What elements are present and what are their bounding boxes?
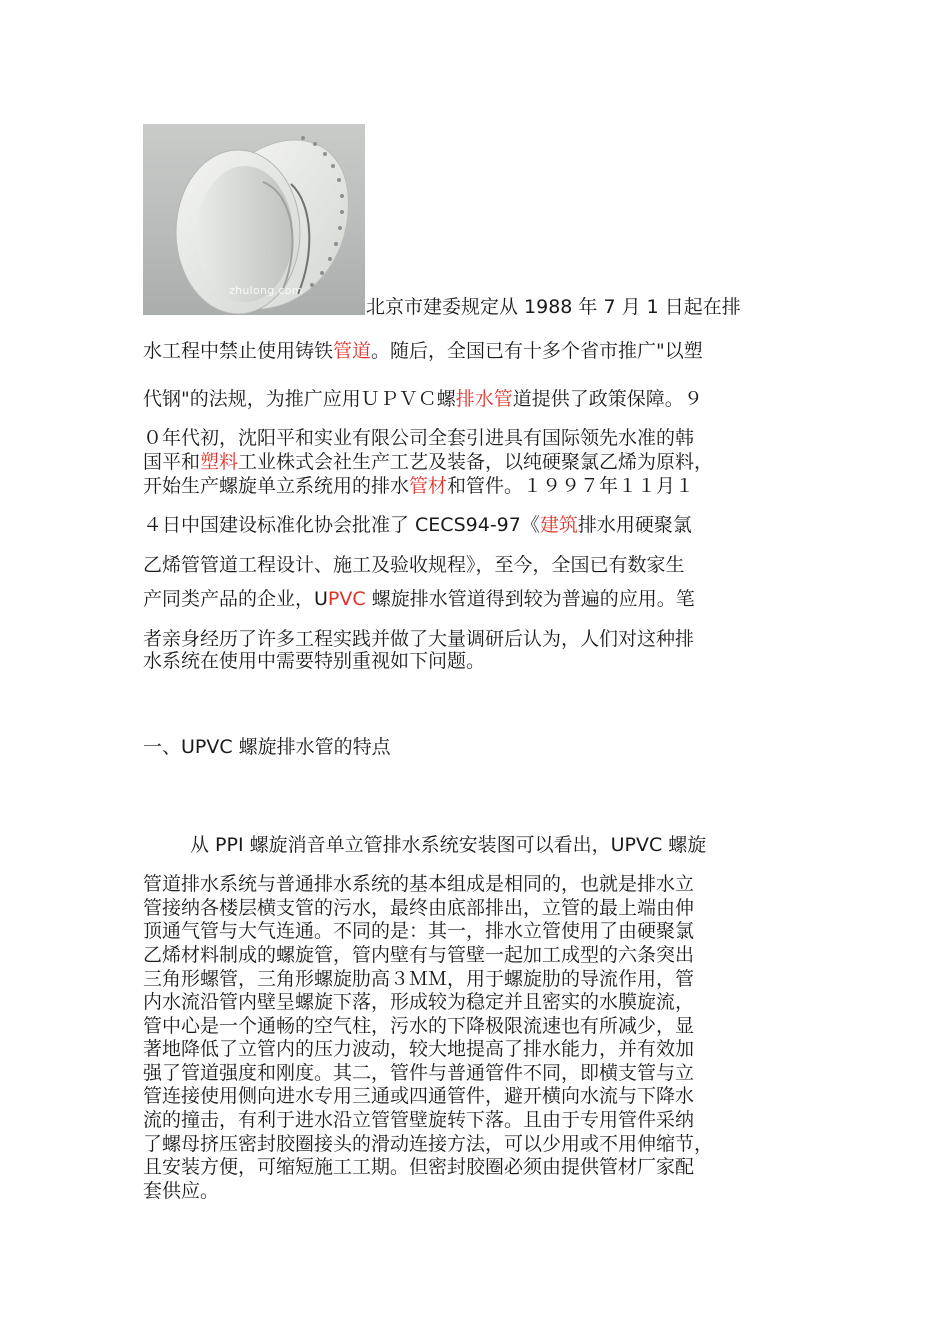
link-guandao[interactable]: 管道 — [333, 340, 372, 362]
section-heading: 一、UPVC 螺旋排水管的特点 — [143, 736, 391, 758]
para1-line-3: 代钢"的法规，为推广应用ＵＰＶＣ螺排水管道提供了政策保障。９ — [143, 388, 703, 410]
para1-line-7: ４日中国建设标准化协会批准了 CECS94-97《建筑排水用硬聚氯 — [143, 514, 692, 536]
watermark-text: zhulong.com — [229, 284, 303, 297]
para1-line-6: 开始生产螺旋单立系统用的排水管材和管件。１９９７年１１月１ — [143, 475, 695, 497]
para1-line-10: 者亲身经历了许多工程实践并做了大量调研后认为，人们对这种排 — [143, 628, 695, 650]
link-jianzhu[interactable]: 建筑 — [539, 514, 578, 536]
para2-line: 顶通气管与大气连通。不同的是：其一，排水立管使用了由硬聚氯 — [143, 920, 695, 942]
para2-line: 三角形螺管，三角形螺旋肋高３ＭＭ，用于螺旋肋的导流作用，管 — [143, 968, 695, 990]
para2-line: 乙烯材料制成的螺旋管，管内壁有与管壁一起加工成型的六条突出 — [143, 944, 695, 966]
para2-line: 且安装方便，可缩短施工工期。但密封胶圈必须由提供管材厂家配 — [143, 1156, 695, 1178]
para2-line: 著地降低了立管内的压力波动，较大地提高了排水能力，并有效加 — [143, 1038, 695, 1060]
para1-line-11: 水系统在使用中需要特别重视如下问题。 — [143, 650, 486, 672]
link-pvc[interactable]: PVC — [327, 588, 366, 610]
para2-line: 从 PPI 螺旋消音单立管排水系统安装图可以看出，UPVC 螺旋 — [190, 834, 707, 856]
para2-line: 强了管道强度和刚度。其二，管件与普通管件不同，即横支管与立 — [143, 1062, 695, 1084]
link-suliao[interactable]: 塑料 — [200, 451, 239, 473]
para1-line-2: 水工程中禁止使用铸铁管道。随后，全国已有十多个省市推广"以塑 — [143, 340, 703, 362]
para1-line-1: 北京市建委规定从 1988 年 7 月 1 日起在排 — [366, 296, 741, 318]
para1-line-9: 产同类产品的企业，UPVC 螺旋排水管道得到较为普遍的应用。笔 — [143, 588, 695, 610]
link-paishuiguan[interactable]: 排水管 — [455, 388, 513, 410]
para1-line-5: 国平和塑料工业株式会社生产工艺及装备，以纯硬聚氯乙烯为原料， — [143, 451, 714, 473]
para2-line: 管道排水系统与普通排水系统的基本组成是相同的，也就是排水立 — [143, 873, 695, 895]
para1-line-8: 乙烯管管道工程设计、施工及验收规程》，至今，全国已有数家生 — [143, 554, 685, 576]
para2-line: 管接纳各楼层横支管的污水，最终由底部排出，立管的最上端由伸 — [143, 897, 695, 919]
para2-line: 管连接使用侧向进水专用三通或四通管件，避开横向水流与下降水 — [143, 1085, 695, 1107]
para2-line: 内水流沿管内壁呈螺旋下落，形成较为稳定并且密实的水膜旋流， — [143, 991, 695, 1013]
link-guancai[interactable]: 管材 — [409, 475, 448, 497]
pipe-photo — [143, 124, 365, 315]
para1-line-4: ０年代初，沈阳平和实业有限公司全套引进具有国际领先水准的韩 — [143, 427, 695, 449]
para2-line: 流的撞击，有利于进水沿立管管壁旋转下落。且由于专用管件采纳 — [143, 1109, 695, 1131]
para2-line: 管中心是一个通畅的空气柱，污水的下降极限流速也有所减少，显 — [143, 1015, 695, 1037]
para2-line: 套供应。 — [143, 1180, 220, 1202]
para2-line: 了螺母挤压密封胶圈接头的滑动连接方法，可以少用或不用伸缩节， — [143, 1133, 714, 1155]
